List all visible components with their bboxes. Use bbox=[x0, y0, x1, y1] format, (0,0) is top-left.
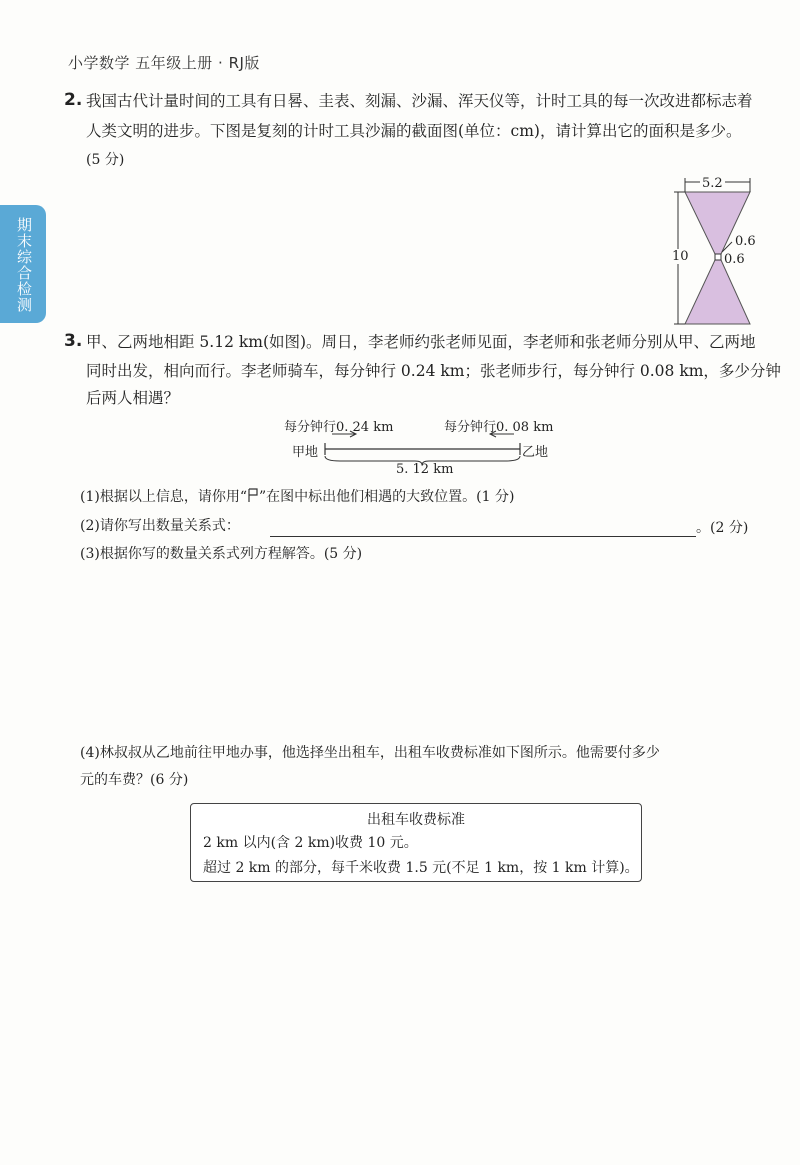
taxi-fare-title: 出租车收费标准 bbox=[367, 812, 465, 828]
q3-sub4-line1: (4)林叔叔从乙地前往甲地办事，他选择坐出租车，出租车收费标准如下图所示。他需要付多少 bbox=[80, 745, 660, 761]
relation-answer-line[interactable] bbox=[270, 536, 696, 537]
side-tab bbox=[0, 205, 46, 323]
neck-label-b: 0.6 bbox=[724, 252, 745, 267]
q3-sub1-text-b: ”在图中标出他们相遇的大致位置。(1 分) bbox=[259, 489, 515, 505]
right-place-label: 乙地 bbox=[522, 445, 549, 460]
taxi-fare-box bbox=[190, 803, 642, 882]
right-speed-label: 每分钟行0. 08 km bbox=[444, 420, 554, 435]
height-label: 10 bbox=[672, 249, 689, 264]
q3-text-line3: 后两人相遇？ bbox=[86, 389, 180, 407]
q3-sub4-line2: 元的车费？(6 分) bbox=[80, 772, 189, 788]
q3-number: 3. bbox=[64, 331, 83, 351]
top-width-label: 5.2 bbox=[702, 176, 723, 191]
page-header: 小学数学 五年级上册 · RJ版 bbox=[68, 54, 260, 72]
side-tab-label: 期末综合检测 bbox=[15, 217, 33, 313]
taxi-fare-rule2: 超过 2 km 的部分，每千米收费 1.5 元(不足 1 km，按 1 km 计算)。 bbox=[203, 860, 639, 876]
q2-score: (5 分) bbox=[86, 152, 125, 168]
left-speed-label: 每分钟行0. 24 km bbox=[284, 420, 394, 435]
q2-number: 2. bbox=[64, 90, 83, 110]
distance-diagram bbox=[320, 425, 525, 465]
left-place-label: 甲地 bbox=[292, 445, 319, 460]
q3-text-line1: 甲、乙两地相距 5.12 km(如图)。周日，李老师约张老师见面，李老师和张老师分别从甲、乙两地 bbox=[86, 333, 756, 351]
q3-sub2-score: 。(2 分) bbox=[696, 520, 749, 536]
neck-label-a: 0.6 bbox=[735, 234, 756, 249]
flag-icon bbox=[247, 488, 259, 502]
q3-text-line2: 同时出发，相向而行。李老师骑车，每分钟行 0.24 km；张老师步行，每分钟行 0.08 km，多少分钟 bbox=[86, 362, 781, 380]
q3-sub3: (3)根据你写的数量关系式列方程解答。(5 分) bbox=[80, 546, 363, 562]
q3-sub1 bbox=[80, 487, 514, 507]
q2-text-line2: 人类文明的进步。下图是复刻的计时工具沙漏的截面图(单位：cm)，请计算出它的面积是多少。 bbox=[86, 122, 742, 140]
taxi-fare-rule1: 2 km 以内(含 2 km)收费 10 元。 bbox=[203, 835, 418, 851]
q3-sub1-text-a: (1)根据以上信息，请你用“ bbox=[80, 489, 247, 505]
q2-text-line1: 我国古代计量时间的工具有日晷、圭表、刻漏、沙漏、浑天仪等，计时工具的每一次改进都标志着 bbox=[86, 92, 753, 110]
distance-label: 5. 12 km bbox=[396, 462, 454, 477]
q3-sub2: (2)请你写出数量关系式： bbox=[80, 518, 240, 534]
